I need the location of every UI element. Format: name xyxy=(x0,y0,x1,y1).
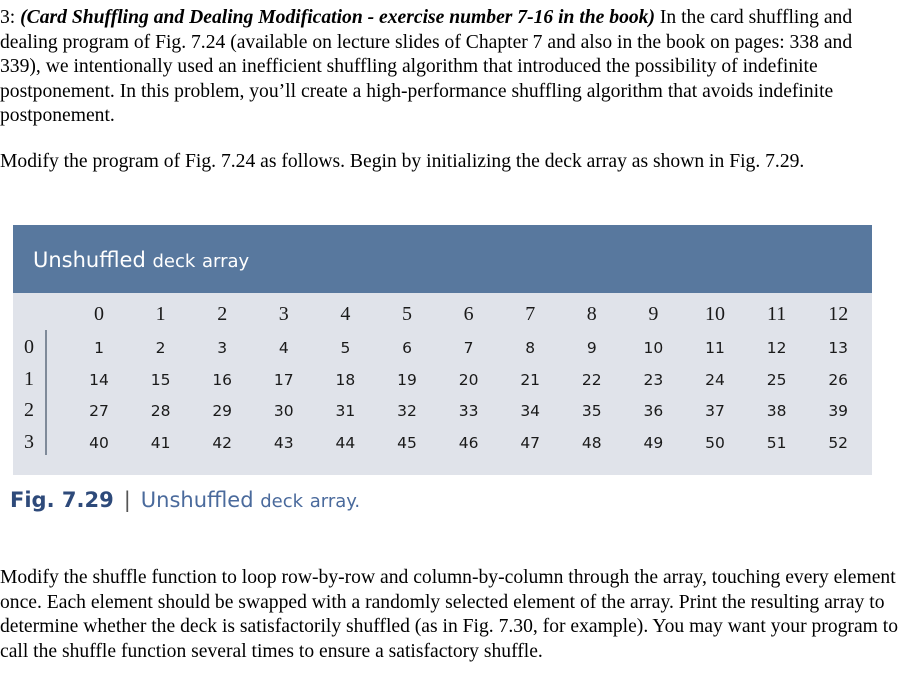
deck-cell: 44 xyxy=(335,433,356,452)
deck-cell: 33 xyxy=(458,402,479,420)
deck-cell: 45 xyxy=(397,433,417,452)
exercise-number: 3: xyxy=(0,7,21,28)
deck-cell: 9 xyxy=(586,339,597,357)
exercise-intro-body: In the card shuffling and dealing program of Fig. 7.24 (available on lecture slides of Chapter 7 and also in the book on pages: 338 and 339), we intentionally used an inefficient shuffling algorithm that introduced the possibility of indefinite postponement. In this problem, you’ll create a high-performance shuffling algorithm that avoids indefinite postponement. xyxy=(0,7,853,127)
column-header: 11 xyxy=(766,303,787,325)
deck-cell: 43 xyxy=(273,433,294,452)
figure-caption xyxy=(10,486,360,516)
column-header: 9 xyxy=(648,303,659,325)
deck-cell: 16 xyxy=(212,370,233,389)
figure-header-title xyxy=(33,247,249,275)
deck-cell: 22 xyxy=(581,370,602,389)
header-word-unshuffled: Unshuffled xyxy=(33,248,146,272)
deck-cell: 23 xyxy=(643,370,664,389)
deck-array-figure xyxy=(13,225,872,475)
deck-cell: 37 xyxy=(705,402,725,420)
deck-cell: 18 xyxy=(335,370,356,389)
caption-word-unshuffled: Unshuffled xyxy=(140,488,254,512)
deck-cell: 26 xyxy=(828,370,849,389)
deck-cell: 42 xyxy=(212,433,233,452)
deck-cell: 41 xyxy=(150,433,171,452)
caption-word-array: array. xyxy=(309,491,361,512)
column-header: 8 xyxy=(586,303,597,325)
deck-cell: 13 xyxy=(828,339,849,357)
row-header: 3 xyxy=(24,430,34,453)
deck-cell: 4 xyxy=(278,339,289,357)
column-header: 1 xyxy=(155,303,166,325)
deck-cell: 38 xyxy=(766,402,787,420)
deck-cell: 50 xyxy=(705,433,725,452)
caption-word-deck: deck xyxy=(260,491,304,512)
column-header: 5 xyxy=(402,303,412,325)
figure-header xyxy=(13,225,872,293)
row-header-divider xyxy=(45,330,47,455)
deck-cell: 31 xyxy=(335,402,356,420)
deck-cell: 34 xyxy=(520,402,541,420)
deck-cell: 51 xyxy=(766,433,787,452)
column-header: 6 xyxy=(463,303,474,325)
deck-cell: 27 xyxy=(89,402,109,420)
deck-cell: 3 xyxy=(217,339,228,357)
deck-cell: 52 xyxy=(828,433,849,452)
exercise-title: (Card Shuffling and Dealing Modification - exercise number 7-16 in the book) xyxy=(20,7,655,28)
deck-cell: 17 xyxy=(273,370,294,389)
header-word-array: array xyxy=(202,251,250,272)
deck-cell: 20 xyxy=(458,370,479,389)
deck-cell: 48 xyxy=(581,433,602,452)
deck-cell: 15 xyxy=(150,370,171,389)
deck-cell: 12 xyxy=(766,339,787,357)
deck-cell: 14 xyxy=(89,370,109,389)
deck-cell: 8 xyxy=(525,339,536,357)
exercise-intro-paragraph xyxy=(0,6,890,129)
deck-cell: 2 xyxy=(155,339,166,357)
header-word-deck: deck xyxy=(152,251,196,272)
row-header: 2 xyxy=(24,399,34,421)
instruction-paragraph: Modify the program of Fig. 7.24 as follows. Begin by initializing the deck array as shown in Fig. 7.29. xyxy=(0,151,805,172)
deck-cell: 49 xyxy=(643,433,664,452)
deck-cell: 21 xyxy=(520,370,541,389)
column-header: 10 xyxy=(705,303,725,325)
deck-cell: 19 xyxy=(397,370,417,389)
row-header: 0 xyxy=(24,336,34,358)
deck-cell: 35 xyxy=(581,402,602,420)
deck-cell: 7 xyxy=(463,339,474,357)
column-header: 4 xyxy=(340,303,351,325)
closing-paragraph: Modify the shuffle function to loop row-by-row and column-by-column through the array, touching every element once. Each element should be swapped with a randomly selected element of the array. Print the resulting array to determine whether the deck is satisfactorily shuffled (as in Fig. 7.30, for example). You may want your program to call the shuffle function several times to ensure a satisfactory shuffle. xyxy=(0,567,899,662)
column-header: 2 xyxy=(217,303,228,325)
deck-cell: 10 xyxy=(643,339,664,357)
deck-cell: 29 xyxy=(212,402,233,420)
caption-separator: | xyxy=(123,488,131,512)
deck-cell: 46 xyxy=(458,433,479,452)
deck-cell: 32 xyxy=(397,402,417,420)
deck-cell: 11 xyxy=(705,339,725,357)
row-header: 1 xyxy=(24,367,34,390)
deck-cell: 6 xyxy=(402,339,412,357)
deck-cell: 5 xyxy=(340,339,351,357)
column-header: 3 xyxy=(278,303,289,325)
deck-cell: 39 xyxy=(828,402,849,420)
deck-cell: 40 xyxy=(89,433,109,452)
column-header: 12 xyxy=(828,303,849,325)
deck-cell: 36 xyxy=(643,402,664,420)
deck-cell: 28 xyxy=(150,402,171,420)
column-header: 0 xyxy=(94,303,104,325)
column-header: 7 xyxy=(525,303,536,325)
caption-text xyxy=(141,488,360,512)
deck-cell: 24 xyxy=(705,370,725,389)
deck-cell: 25 xyxy=(766,370,787,389)
caption-figure-number: Fig. 7.29 xyxy=(10,488,114,512)
deck-cell: 47 xyxy=(520,433,541,452)
deck-cell: 1 xyxy=(94,339,104,357)
deck-cell: 30 xyxy=(273,402,294,420)
